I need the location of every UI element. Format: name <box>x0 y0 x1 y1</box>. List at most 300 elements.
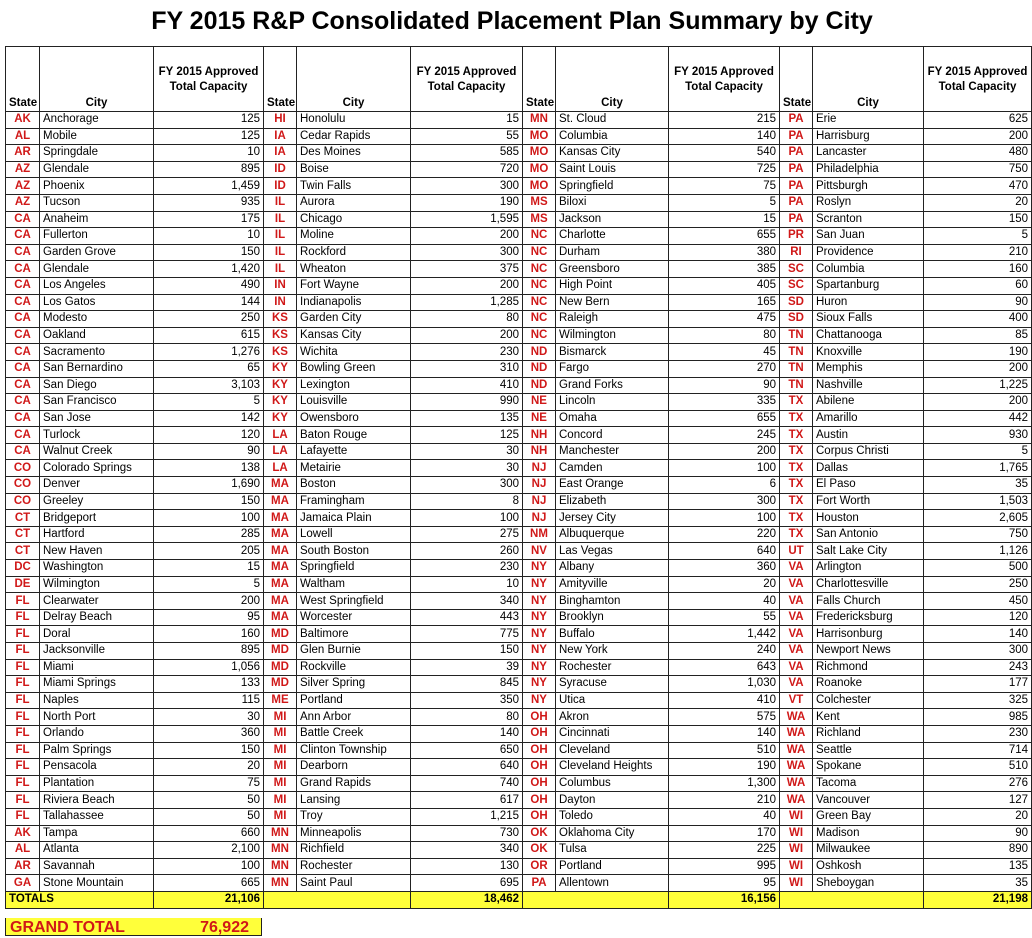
city-cell: Chattanooga <box>813 327 924 344</box>
capacity-cell: 55 <box>411 128 523 145</box>
city-cell: Doral <box>40 626 154 643</box>
state-cell: VA <box>780 593 813 610</box>
city-cell: Falls Church <box>813 593 924 610</box>
capacity-cell: 150 <box>924 211 1032 228</box>
grand-total-value: 76,922 <box>200 919 249 936</box>
city-cell: Scranton <box>813 211 924 228</box>
city-cell: Philadelphia <box>813 161 924 178</box>
table-row <box>6 178 1032 195</box>
capacity-cell: 200 <box>411 277 523 294</box>
state-cell: WI <box>780 825 813 842</box>
city-cell: Amarillo <box>813 410 924 427</box>
state-cell: FL <box>6 692 40 709</box>
city-cell: Syracuse <box>556 676 669 693</box>
state-cell: AZ <box>6 194 40 211</box>
state-cell: CA <box>6 294 40 311</box>
capacity-cell: 100 <box>669 510 780 527</box>
capacity-cell: 470 <box>924 178 1032 195</box>
capacity-cell: 1,442 <box>669 626 780 643</box>
city-cell: Garden Grove <box>40 244 154 261</box>
state-cell: VA <box>780 676 813 693</box>
totals-spacer <box>264 891 411 908</box>
table-row <box>6 128 1032 145</box>
city-cell: Abilene <box>813 394 924 411</box>
city-cell: Kent <box>813 709 924 726</box>
state-cell: CA <box>6 327 40 344</box>
capacity-cell: 55 <box>669 609 780 626</box>
state-cell: MI <box>264 808 297 825</box>
city-cell: West Springfield <box>297 593 411 610</box>
city-cell: Glendale <box>40 161 154 178</box>
city-cell: Knoxville <box>813 344 924 361</box>
table-row <box>6 261 1032 278</box>
state-cell: IL <box>264 228 297 245</box>
capacity-cell: 50 <box>154 792 264 809</box>
capacity-cell: 138 <box>154 460 264 477</box>
capacity-cell: 200 <box>669 443 780 460</box>
state-cell: CA <box>6 228 40 245</box>
state-cell: MA <box>264 477 297 494</box>
city-cell: Columbia <box>813 261 924 278</box>
state-cell: NE <box>523 394 556 411</box>
state-cell: CT <box>6 543 40 560</box>
state-cell: AK <box>6 112 40 129</box>
city-cell: Sheboygan <box>813 875 924 892</box>
capacity-cell: 39 <box>411 659 523 676</box>
state-cell: NJ <box>523 460 556 477</box>
city-cell: Richmond <box>813 659 924 676</box>
table-row <box>6 327 1032 344</box>
city-cell: Austin <box>813 427 924 444</box>
state-cell: FL <box>6 609 40 626</box>
capacity-cell: 300 <box>411 178 523 195</box>
capacity-cell: 890 <box>924 842 1032 859</box>
capacity-cell: 310 <box>411 360 523 377</box>
city-cell: Richland <box>813 725 924 742</box>
capacity-cell: 225 <box>669 842 780 859</box>
header-state: State <box>780 47 813 112</box>
city-cell: Mobile <box>40 128 154 145</box>
city-cell: Salt Lake City <box>813 543 924 560</box>
capacity-cell: 190 <box>669 759 780 776</box>
table-row <box>6 560 1032 577</box>
capacity-cell: 30 <box>154 709 264 726</box>
capacity-cell: 750 <box>924 526 1032 543</box>
table-row <box>6 676 1032 693</box>
capacity-cell: 215 <box>669 112 780 129</box>
capacity-cell: 335 <box>669 394 780 411</box>
state-cell: PA <box>780 178 813 195</box>
city-cell: Baton Rouge <box>297 427 411 444</box>
state-cell: CA <box>6 443 40 460</box>
state-cell: NJ <box>523 493 556 510</box>
state-cell: MS <box>523 194 556 211</box>
state-cell: AZ <box>6 161 40 178</box>
city-cell: Owensboro <box>297 410 411 427</box>
totals-value: 16,156 <box>669 891 780 908</box>
capacity-cell: 35 <box>924 875 1032 892</box>
state-cell: RI <box>780 244 813 261</box>
city-cell: Pittsburgh <box>813 178 924 195</box>
capacity-cell: 650 <box>411 742 523 759</box>
state-cell: FL <box>6 792 40 809</box>
totals-spacer <box>780 891 924 908</box>
state-cell: OK <box>523 825 556 842</box>
state-cell: CA <box>6 344 40 361</box>
state-cell: GA <box>6 875 40 892</box>
state-cell: TX <box>780 443 813 460</box>
city-cell: Jackson <box>556 211 669 228</box>
city-cell: Portland <box>556 858 669 875</box>
state-cell: TX <box>780 460 813 477</box>
capacity-cell: 5 <box>924 228 1032 245</box>
state-cell: VA <box>780 576 813 593</box>
state-cell: DE <box>6 576 40 593</box>
capacity-cell: 750 <box>924 161 1032 178</box>
state-cell: MA <box>264 593 297 610</box>
state-cell: MA <box>264 526 297 543</box>
capacity-cell: 250 <box>154 311 264 328</box>
state-cell: FL <box>6 759 40 776</box>
city-cell: Dayton <box>556 792 669 809</box>
capacity-cell: 380 <box>669 244 780 261</box>
city-cell: Tulsa <box>556 842 669 859</box>
city-cell: Ann Arbor <box>297 709 411 726</box>
state-cell: NC <box>523 327 556 344</box>
capacity-cell: 1,030 <box>669 676 780 693</box>
city-cell: Wheaton <box>297 261 411 278</box>
state-cell: NY <box>523 609 556 626</box>
city-cell: Harrisonburg <box>813 626 924 643</box>
table-row <box>6 244 1032 261</box>
city-cell: Saint Paul <box>297 875 411 892</box>
table-row <box>6 759 1032 776</box>
table-row <box>6 808 1032 825</box>
state-cell: NY <box>523 692 556 709</box>
state-cell: WA <box>780 759 813 776</box>
city-cell: Miami <box>40 659 154 676</box>
capacity-cell: 845 <box>411 676 523 693</box>
capacity-cell: 65 <box>154 360 264 377</box>
city-cell: Oklahoma City <box>556 825 669 842</box>
city-cell: High Point <box>556 277 669 294</box>
city-cell: Turlock <box>40 427 154 444</box>
capacity-cell: 1,690 <box>154 477 264 494</box>
table-row <box>6 211 1032 228</box>
table-row <box>6 377 1032 394</box>
capacity-cell: 360 <box>154 725 264 742</box>
state-cell: FL <box>6 742 40 759</box>
capacity-cell: 140 <box>669 725 780 742</box>
capacity-cell: 6 <box>669 477 780 494</box>
totals-value: 21,106 <box>154 891 264 908</box>
state-cell: NY <box>523 659 556 676</box>
table-row <box>6 410 1032 427</box>
city-cell: Buffalo <box>556 626 669 643</box>
city-cell: Silver Spring <box>297 676 411 693</box>
city-cell: Wilmington <box>556 327 669 344</box>
capacity-cell: 510 <box>924 759 1032 776</box>
capacity-cell: 20 <box>154 759 264 776</box>
city-cell: Aurora <box>297 194 411 211</box>
city-cell: Charlottesville <box>813 576 924 593</box>
state-cell: DC <box>6 560 40 577</box>
table-row <box>6 609 1032 626</box>
state-cell: KS <box>264 311 297 328</box>
city-cell: South Boston <box>297 543 411 560</box>
capacity-cell: 40 <box>669 808 780 825</box>
state-cell: NC <box>523 244 556 261</box>
city-cell: Battle Creek <box>297 725 411 742</box>
capacity-cell: 210 <box>669 792 780 809</box>
state-cell: NY <box>523 560 556 577</box>
city-cell: Clearwater <box>40 593 154 610</box>
city-cell: North Port <box>40 709 154 726</box>
state-cell: AZ <box>6 178 40 195</box>
capacity-cell: 20 <box>924 194 1032 211</box>
state-cell: WA <box>780 792 813 809</box>
table-row <box>6 112 1032 129</box>
capacity-cell: 140 <box>411 725 523 742</box>
capacity-cell: 133 <box>154 676 264 693</box>
capacity-cell: 90 <box>924 294 1032 311</box>
capacity-cell: 127 <box>924 792 1032 809</box>
state-cell: ID <box>264 161 297 178</box>
state-cell: PA <box>780 194 813 211</box>
city-cell: Phoenix <box>40 178 154 195</box>
table-row <box>6 294 1032 311</box>
city-cell: Minneapolis <box>297 825 411 842</box>
capacity-cell: 695 <box>411 875 523 892</box>
state-cell: CA <box>6 244 40 261</box>
state-cell: PA <box>780 161 813 178</box>
capacity-cell: 442 <box>924 410 1032 427</box>
state-cell: CA <box>6 261 40 278</box>
city-cell: Biloxi <box>556 194 669 211</box>
city-cell: Kansas City <box>297 327 411 344</box>
capacity-cell: 8 <box>411 493 523 510</box>
capacity-cell: 85 <box>924 327 1032 344</box>
state-cell: MO <box>523 145 556 162</box>
city-cell: Jersey City <box>556 510 669 527</box>
city-cell: Sacramento <box>40 344 154 361</box>
city-cell: Anaheim <box>40 211 154 228</box>
city-cell: Grand Rapids <box>297 775 411 792</box>
state-cell: KY <box>264 360 297 377</box>
state-cell: TX <box>780 394 813 411</box>
capacity-cell: 740 <box>411 775 523 792</box>
city-cell: Atlanta <box>40 842 154 859</box>
header-state: State <box>6 47 40 112</box>
state-cell: NE <box>523 410 556 427</box>
state-cell: TN <box>780 377 813 394</box>
capacity-cell: 75 <box>154 775 264 792</box>
header-capacity-line2: Total Capacity <box>938 81 1017 93</box>
state-cell: MI <box>264 742 297 759</box>
capacity-cell: 90 <box>154 443 264 460</box>
city-cell: Lexington <box>297 377 411 394</box>
city-cell: Boise <box>297 161 411 178</box>
header-capacity-line2: Total Capacity <box>685 81 763 93</box>
capacity-cell: 10 <box>154 228 264 245</box>
city-cell: Houston <box>813 510 924 527</box>
state-cell: LA <box>264 443 297 460</box>
capacity-cell: 410 <box>669 692 780 709</box>
state-cell: MO <box>523 178 556 195</box>
state-cell: CA <box>6 311 40 328</box>
city-cell: Vancouver <box>813 792 924 809</box>
city-cell: Tampa <box>40 825 154 842</box>
city-cell: Albuquerque <box>556 526 669 543</box>
city-cell: Concord <box>556 427 669 444</box>
capacity-cell: 640 <box>669 543 780 560</box>
state-cell: CT <box>6 526 40 543</box>
city-cell: Lincoln <box>556 394 669 411</box>
state-cell: IL <box>264 244 297 261</box>
header-capacity-line2: Total Capacity <box>169 81 248 93</box>
city-cell: Troy <box>297 808 411 825</box>
capacity-cell: 1,595 <box>411 211 523 228</box>
capacity-cell: 220 <box>669 526 780 543</box>
state-cell: MN <box>523 112 556 129</box>
state-cell: VA <box>780 626 813 643</box>
capacity-cell: 95 <box>669 875 780 892</box>
city-cell: Springfield <box>297 560 411 577</box>
capacity-cell: 1,056 <box>154 659 264 676</box>
table-row <box>6 626 1032 643</box>
capacity-cell: 714 <box>924 742 1032 759</box>
grand-total-label: GRAND TOTAL <box>10 919 125 936</box>
city-cell: Fredericksburg <box>813 609 924 626</box>
capacity-cell: 5 <box>669 194 780 211</box>
state-cell: MA <box>264 510 297 527</box>
capacity-cell: 410 <box>411 377 523 394</box>
city-cell: Jamaica Plain <box>297 510 411 527</box>
city-cell: Cleveland <box>556 742 669 759</box>
city-cell: Denver <box>40 477 154 494</box>
state-cell: AL <box>6 842 40 859</box>
capacity-cell: 480 <box>924 145 1032 162</box>
capacity-cell: 140 <box>669 128 780 145</box>
state-cell: NC <box>523 277 556 294</box>
capacity-cell: 340 <box>411 842 523 859</box>
table-row <box>6 145 1032 162</box>
capacity-cell: 90 <box>669 377 780 394</box>
city-cell: Pensacola <box>40 759 154 776</box>
state-cell: MA <box>264 560 297 577</box>
city-cell: Binghamton <box>556 593 669 610</box>
capacity-cell: 100 <box>411 510 523 527</box>
state-cell: MI <box>264 775 297 792</box>
city-cell: Savannah <box>40 858 154 875</box>
state-cell: TX <box>780 493 813 510</box>
city-cell: Portland <box>297 692 411 709</box>
capacity-cell: 300 <box>411 477 523 494</box>
header-state: State <box>523 47 556 112</box>
city-cell: Corpus Christi <box>813 443 924 460</box>
city-cell: Glendale <box>40 261 154 278</box>
city-cell: Newport News <box>813 643 924 660</box>
city-cell: Utica <box>556 692 669 709</box>
capacity-cell: 585 <box>411 145 523 162</box>
capacity-cell: 30 <box>411 460 523 477</box>
capacity-cell: 20 <box>924 808 1032 825</box>
city-cell: Providence <box>813 244 924 261</box>
city-cell: Oshkosh <box>813 858 924 875</box>
city-cell: Tacoma <box>813 775 924 792</box>
city-cell: Fort Worth <box>813 493 924 510</box>
state-cell: TN <box>780 360 813 377</box>
state-cell: NC <box>523 228 556 245</box>
capacity-cell: 35 <box>924 477 1032 494</box>
capacity-cell: 160 <box>924 261 1032 278</box>
table-row <box>6 725 1032 742</box>
table-row <box>6 526 1032 543</box>
city-cell: Boston <box>297 477 411 494</box>
city-cell: Fargo <box>556 360 669 377</box>
capacity-cell: 1,215 <box>411 808 523 825</box>
state-cell: SC <box>780 261 813 278</box>
city-cell: Brooklyn <box>556 609 669 626</box>
state-cell: MA <box>264 543 297 560</box>
state-cell: KY <box>264 410 297 427</box>
city-cell: Palm Springs <box>40 742 154 759</box>
city-cell: Richfield <box>297 842 411 859</box>
city-cell: Twin Falls <box>297 178 411 195</box>
city-cell: Milwaukee <box>813 842 924 859</box>
state-cell: SC <box>780 277 813 294</box>
capacity-cell: 30 <box>411 443 523 460</box>
state-cell: OH <box>523 709 556 726</box>
state-cell: OK <box>523 842 556 859</box>
city-cell: Dearborn <box>297 759 411 776</box>
capacity-cell: 540 <box>669 145 780 162</box>
capacity-cell: 60 <box>924 277 1032 294</box>
table-row <box>6 344 1032 361</box>
city-cell: Louisville <box>297 394 411 411</box>
capacity-cell: 275 <box>411 526 523 543</box>
state-cell: MN <box>264 825 297 842</box>
page-title: FY 2015 R&P Consolidated Placement Plan Summary by City <box>151 7 873 35</box>
city-cell: Rochester <box>297 858 411 875</box>
capacity-cell: 175 <box>154 211 264 228</box>
state-cell: OH <box>523 775 556 792</box>
state-cell: WI <box>780 875 813 892</box>
state-cell: NC <box>523 311 556 328</box>
capacity-cell: 240 <box>669 643 780 660</box>
table-row <box>6 360 1032 377</box>
state-cell: MI <box>264 759 297 776</box>
state-cell: MO <box>523 128 556 145</box>
city-cell: Rockville <box>297 659 411 676</box>
header-city: City <box>40 47 154 112</box>
state-cell: TX <box>780 477 813 494</box>
state-cell: TX <box>780 427 813 444</box>
table-row <box>6 825 1032 842</box>
capacity-cell: 300 <box>411 244 523 261</box>
capacity-cell: 80 <box>411 311 523 328</box>
city-cell: East Orange <box>556 477 669 494</box>
state-cell: PA <box>780 145 813 162</box>
state-cell: NY <box>523 643 556 660</box>
table-row <box>6 742 1032 759</box>
state-cell: AL <box>6 128 40 145</box>
state-cell: OH <box>523 808 556 825</box>
capacity-cell: 617 <box>411 792 523 809</box>
city-cell: Roslyn <box>813 194 924 211</box>
state-cell: MD <box>264 676 297 693</box>
city-cell: Camden <box>556 460 669 477</box>
